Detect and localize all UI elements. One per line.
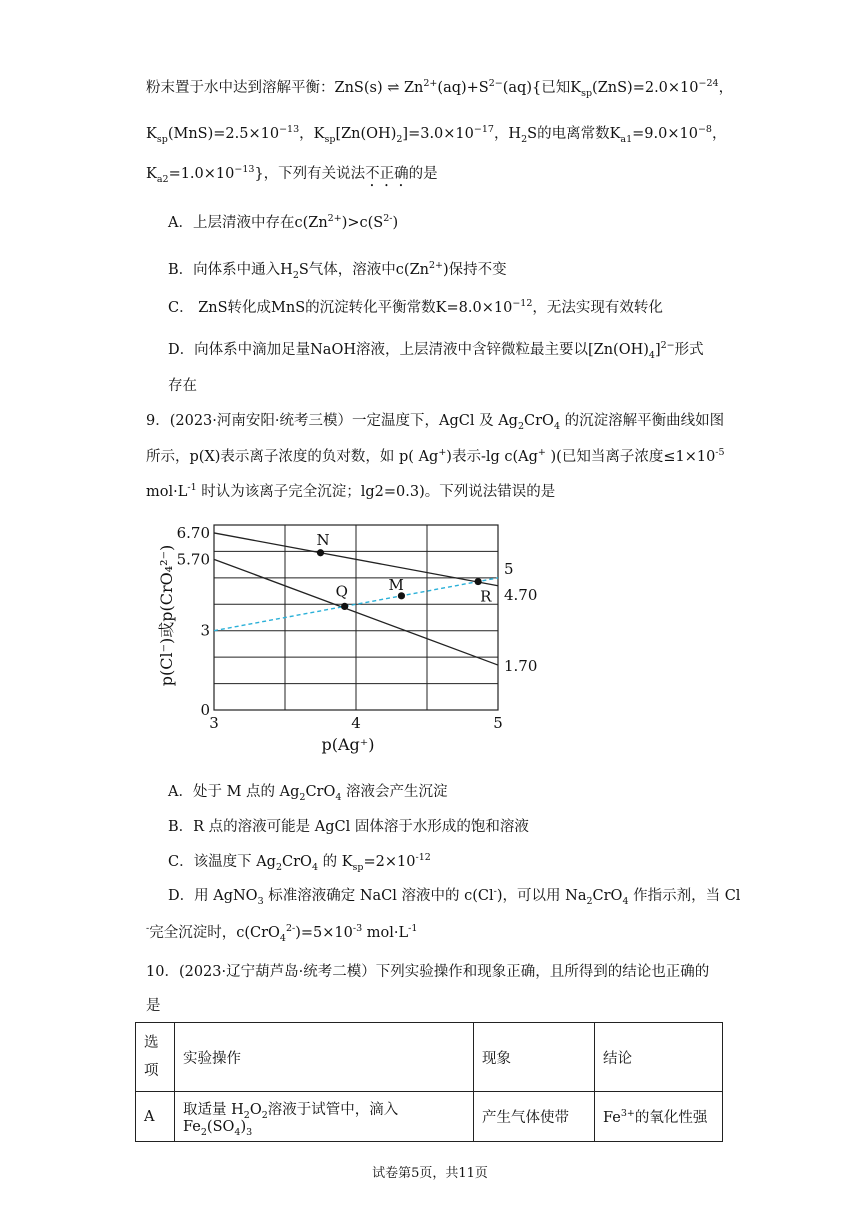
row-a-operation: 取适量 $H_2O_2$溶液于试管中，滴入 $Fe_2(SO_4)_3$ — [175, 1092, 474, 1142]
q10-stem-line-1: 10．(2023·辽宁葫芦岛·统考二模）下列实验操作和现象正确，且所得到的结论也正确的 — [146, 964, 710, 980]
q10-stem-line-2: 是 — [146, 998, 161, 1014]
x-tick-label: 5 — [493, 714, 503, 732]
point-label-r: R — [480, 587, 492, 606]
point-label-m: M — [388, 575, 404, 594]
point-label-n: N — [316, 530, 330, 549]
page-footer: 试卷第5页，共11页 — [372, 1166, 488, 1181]
point-label-q: Q — [335, 582, 348, 601]
q9-option-d: D．用 AgNO$_3$ 标准溶液确定 NaCl 溶液中的 c(Cl-)，可以用 $Na_2CrO_4$ 作指示剂，当 Cl — [168, 886, 741, 907]
solubility-equilibrium-chart — [150, 512, 570, 762]
q8-stem-line-2: $K_{sp}(MnS)=2.5\times 10^{-13}$，$K_{sp}[Zn(OH)_2]=3.0\times 10^{-17}$，$H_2S$的电离常数$K_{a1}=9.0\times 10^{-8}$， — [146, 124, 727, 145]
q8-stem-line-3: $K_{a2}=1.0\times 10^{-13}$}，下列有关说法不正确的是 — [146, 164, 438, 185]
y-tick-label: 6.70 — [176, 523, 210, 542]
q8-stem-line-1: 粉末置于水中达到溶解平衡：ZnS(s) ⇌ $Zn^{2+}(aq)+S^{2-}(aq)${已知$K_{sp}(ZnS)=2.0\times 10^{-24}$， — [146, 78, 734, 99]
y-tick-label: 0 — [200, 701, 210, 719]
header-phenomenon: 现象 — [474, 1023, 595, 1092]
point-q — [341, 603, 348, 610]
q9-option-c: C．该温度下 $Ag_2CrO_4$ 的 $K_{sp}=2\times 10^{-12}$ — [168, 852, 431, 873]
q8-option-b: B．向体系中通入$H_2S$气体，溶液中$c(Zn^{2+})$保持不变 — [168, 260, 507, 281]
emphasis-not-correct: 不正确 — [365, 166, 409, 182]
y-tick-label: 3 — [200, 621, 210, 640]
q9-stem-line-1: 9．(2023·河南安阳·统考三模）一定温度下，AgCl 及 $Ag_2CrO_4$ 的沉淀溶解平衡曲线如图 — [146, 413, 725, 432]
right-value-label: 1.70 — [504, 657, 538, 676]
row-a-phenomenon: 产生气体使带 — [474, 1092, 595, 1142]
table-header-row — [136, 1023, 723, 1092]
header-option: 选 项 — [136, 1023, 175, 1092]
x-tick-label: 3 — [209, 714, 219, 732]
header-operation: 实验操作 — [175, 1023, 474, 1092]
q9-stem-line-3: $mol\cdot L^{-1}$ 时认为该离子完全沉淀；lg2=0.3)。下列说法错误的是 — [146, 482, 556, 500]
q9-option-a: A．处于 M 点的 $Ag_2CrO_4$ 溶液会产生沉淀 — [168, 784, 448, 803]
point-n — [317, 549, 324, 556]
y-axis-label: p(Cl⁻)或p(CrO₄²⁻) — [157, 544, 176, 687]
q8-option-c: C． ZnS转化成MnS的沉淀转化平衡常数$K=8.0\times 10^{-12}$，无法实现有效转化 — [168, 298, 663, 316]
right-value-label: 5 — [504, 559, 514, 578]
y-tick-label: 5.70 — [176, 550, 210, 569]
row-a-option: A — [136, 1092, 175, 1142]
q8-option-a: A．上层清液中存在$c(Zn^{2+})>c(S^{2-})$ — [168, 213, 399, 231]
table-row — [136, 1092, 723, 1142]
header-conclusion: 结论 — [595, 1023, 723, 1092]
experiment-table — [135, 1022, 723, 1142]
q9-option-d-cont: -完全沉淀时，$c(CrO_4^{2-})=5\times 10^{-3}$ $mol\cdot L^{-1}$ — [146, 923, 418, 944]
x-tick-label: 4 — [351, 714, 361, 732]
x-axis-label: p(Ag⁺) — [321, 735, 375, 754]
q9-option-b: B．R 点的溶液可能是 AgCl 固体溶于水形成的饱和溶液 — [168, 819, 529, 835]
right-value-label: 4.70 — [504, 585, 538, 604]
q8-option-d-cont: 存在 — [168, 378, 197, 394]
row-a-conclusion: $Fe^{3+}$的氧化性强 — [595, 1092, 723, 1142]
q9-stem-line-2: 所示，p(X)表示离子浓度的负对数，如 p( Ag+)表示-lg c(Ag+ )(已知当离子浓度$\le 1\times 10^{-5}$ — [146, 447, 725, 465]
chart-grid — [214, 525, 498, 710]
q8-option-d: D．向体系中滴加足量NaOH溶液，上层清液中含锌微粒最主要以$[Zn(OH)_4]^{2-}$形式 — [168, 340, 704, 361]
point-r — [475, 578, 482, 585]
